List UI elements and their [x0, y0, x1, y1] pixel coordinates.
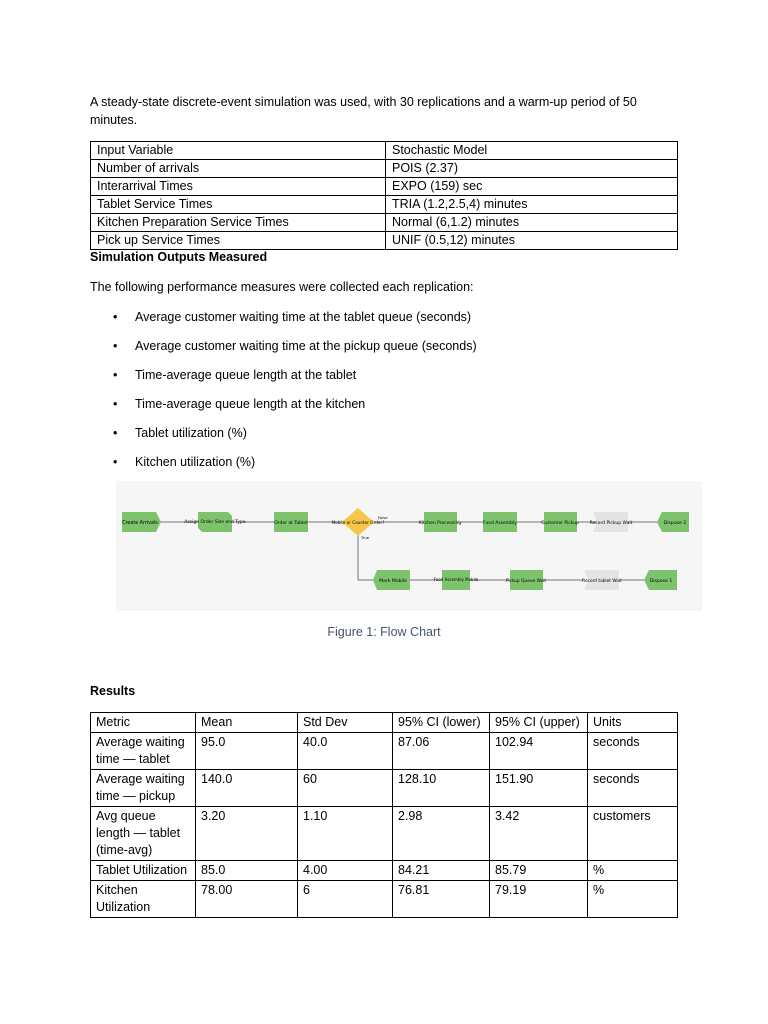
- table-cell: %: [588, 861, 678, 881]
- table-cell: 151.90: [490, 770, 588, 807]
- svg-text:Dispose 1: Dispose 1: [649, 579, 673, 584]
- table-cell: 95.0: [196, 733, 298, 770]
- table-cell: 87.06: [393, 733, 490, 770]
- flow-node-kitchen-processing: [419, 512, 462, 532]
- table-cell: 84.21: [393, 861, 490, 881]
- table-cell: Avg queue length — tablet (time-avg): [91, 807, 196, 861]
- table-row: [91, 214, 678, 232]
- list-item: • Time-average queue length at the tablet: [90, 367, 477, 396]
- svg-text:Pickup Queue Wait: Pickup Queue Wait: [505, 579, 547, 584]
- table-cell: seconds: [588, 733, 678, 770]
- table-row: [91, 881, 678, 918]
- flow-node-dispose-1: [644, 570, 677, 590]
- table-cell: Average waiting time — pickup: [91, 770, 196, 807]
- table-cell: 85.79: [490, 861, 588, 881]
- outputs-intro: The following performance measures were collected each replication:: [90, 280, 474, 294]
- decision-false-label: False: [378, 515, 388, 520]
- table-cell: Normal (6,1.2) minutes: [386, 214, 678, 232]
- table-row: [91, 807, 678, 861]
- svg-text:Mobile or Counter Order?: Mobile or Counter Order?: [331, 520, 385, 525]
- svg-text:Record Pickup Wait: Record Pickup Wait: [589, 521, 633, 526]
- table-cell: 102.94: [490, 733, 588, 770]
- table-cell: 1.10: [298, 807, 393, 861]
- header-cell: Input Variable: [91, 142, 386, 160]
- table-row: [91, 861, 678, 881]
- table-cell: customers: [588, 807, 678, 861]
- flow-node-record-tablet-wait: [582, 570, 622, 590]
- table-cell: Kitchen Utilization: [91, 881, 196, 918]
- table-cell: Tablet Service Times: [91, 196, 386, 214]
- header-cell: Stochastic Model: [386, 142, 678, 160]
- header-cell: 95% CI (lower): [393, 713, 490, 733]
- list-item: • Time-average queue length at the kitchen: [90, 396, 477, 425]
- svg-text:Food Assembly: Food Assembly: [483, 521, 517, 526]
- table-cell: TRIA (1.2,2.5,4) minutes: [386, 196, 678, 214]
- table-header-row: [91, 713, 678, 733]
- table-cell: 40.0: [298, 733, 393, 770]
- flow-chart-background: [116, 481, 702, 611]
- svg-text:Record tablet Wait: Record tablet Wait: [582, 579, 622, 584]
- table-cell: Interarrival Times: [91, 178, 386, 196]
- table-cell: 3.42: [490, 807, 588, 861]
- table-cell: 128.10: [393, 770, 490, 807]
- table-row: [91, 178, 678, 196]
- list-item: • Kitchen utilization (%): [90, 454, 477, 483]
- intro-paragraph: A steady-state discrete-event simulation was used, with 30 replications and a warm-up period of 50 minutes.: [90, 95, 637, 127]
- table-cell: 140.0: [196, 770, 298, 807]
- svg-text:Order at Tablet: Order at Tablet: [274, 521, 308, 526]
- flow-node-food-assembly: [483, 512, 517, 532]
- table-row: [91, 770, 678, 807]
- table-cell: 60: [298, 770, 393, 807]
- header-cell: Std Dev: [298, 713, 393, 733]
- table-cell: 79.19: [490, 881, 588, 918]
- table-cell: 3.20: [196, 807, 298, 861]
- flow-node-pickup-queue-wait: [506, 570, 547, 590]
- header-cell: 95% CI (upper): [490, 713, 588, 733]
- table-cell: 6: [298, 881, 393, 918]
- flow-node-order-at-tablet: [274, 512, 308, 532]
- header-cell: Units: [588, 713, 678, 733]
- flow-node-mark-mobile: [373, 570, 410, 590]
- table-cell: Pick up Service Times: [91, 232, 386, 250]
- svg-text:Food Assembly Mobile: Food Assembly Mobile: [433, 577, 479, 582]
- flow-chart: [116, 481, 702, 611]
- table-cell: UNIF (0.5,12) minutes: [386, 232, 678, 250]
- flow-node-dispose-2: [657, 512, 689, 532]
- figure-caption: Figure 1: Flow Chart: [327, 625, 441, 639]
- header-cell: Metric: [91, 713, 196, 733]
- svg-text:Kitchen Processing: Kitchen Processing: [418, 521, 462, 526]
- flow-node-customer-pickup: [541, 512, 579, 532]
- svg-text:Dispose 2: Dispose 2: [663, 521, 687, 526]
- results-heading: Results: [90, 684, 136, 698]
- table-cell: POIS (2.37): [386, 160, 678, 178]
- list-item: • Average customer waiting time at the tablet queue (seconds): [90, 309, 477, 338]
- outputs-list: [90, 309, 477, 483]
- table-cell: 4.00: [298, 861, 393, 881]
- table-cell: %: [588, 881, 678, 918]
- list-item: • Average customer waiting time at the pickup queue (seconds): [90, 338, 477, 367]
- decision-true-label: True: [361, 535, 370, 540]
- outputs-heading: Simulation Outputs Measured: [90, 250, 268, 264]
- table-cell: Tablet Utilization: [91, 861, 196, 881]
- table-row: [91, 232, 678, 250]
- flow-node-create-arrivals: [122, 512, 161, 532]
- svg-text:Mark Mobile: Mark Mobile: [379, 579, 407, 584]
- table-cell: 76.81: [393, 881, 490, 918]
- table-cell: Kitchen Preparation Service Times: [91, 214, 386, 232]
- table-row: [91, 733, 678, 770]
- flow-node-record-pickup-wait: [590, 512, 633, 532]
- svg-text:Customer Pickup: Customer Pickup: [541, 521, 579, 526]
- list-item: • Tablet utilization (%): [90, 425, 477, 454]
- results-table: [90, 712, 678, 918]
- table-row: [91, 160, 678, 178]
- table-row: [91, 196, 678, 214]
- table-cell: EXPO (159) sec: [386, 178, 678, 196]
- header-cell: Mean: [196, 713, 298, 733]
- table-cell: seconds: [588, 770, 678, 807]
- table-cell: Average waiting time — tablet: [91, 733, 196, 770]
- table-cell: Number of arrivals: [91, 160, 386, 178]
- table-header-row: [91, 142, 678, 160]
- svg-text:Assign Order Size and Type: Assign Order Size and Type: [184, 520, 246, 525]
- table-cell: 85.0: [196, 861, 298, 881]
- table-cell: 2.98: [393, 807, 490, 861]
- svg-text:Create Arrivals: Create Arrivals: [122, 521, 158, 526]
- table-cell: 78.00: [196, 881, 298, 918]
- input-variables-table: [90, 141, 678, 250]
